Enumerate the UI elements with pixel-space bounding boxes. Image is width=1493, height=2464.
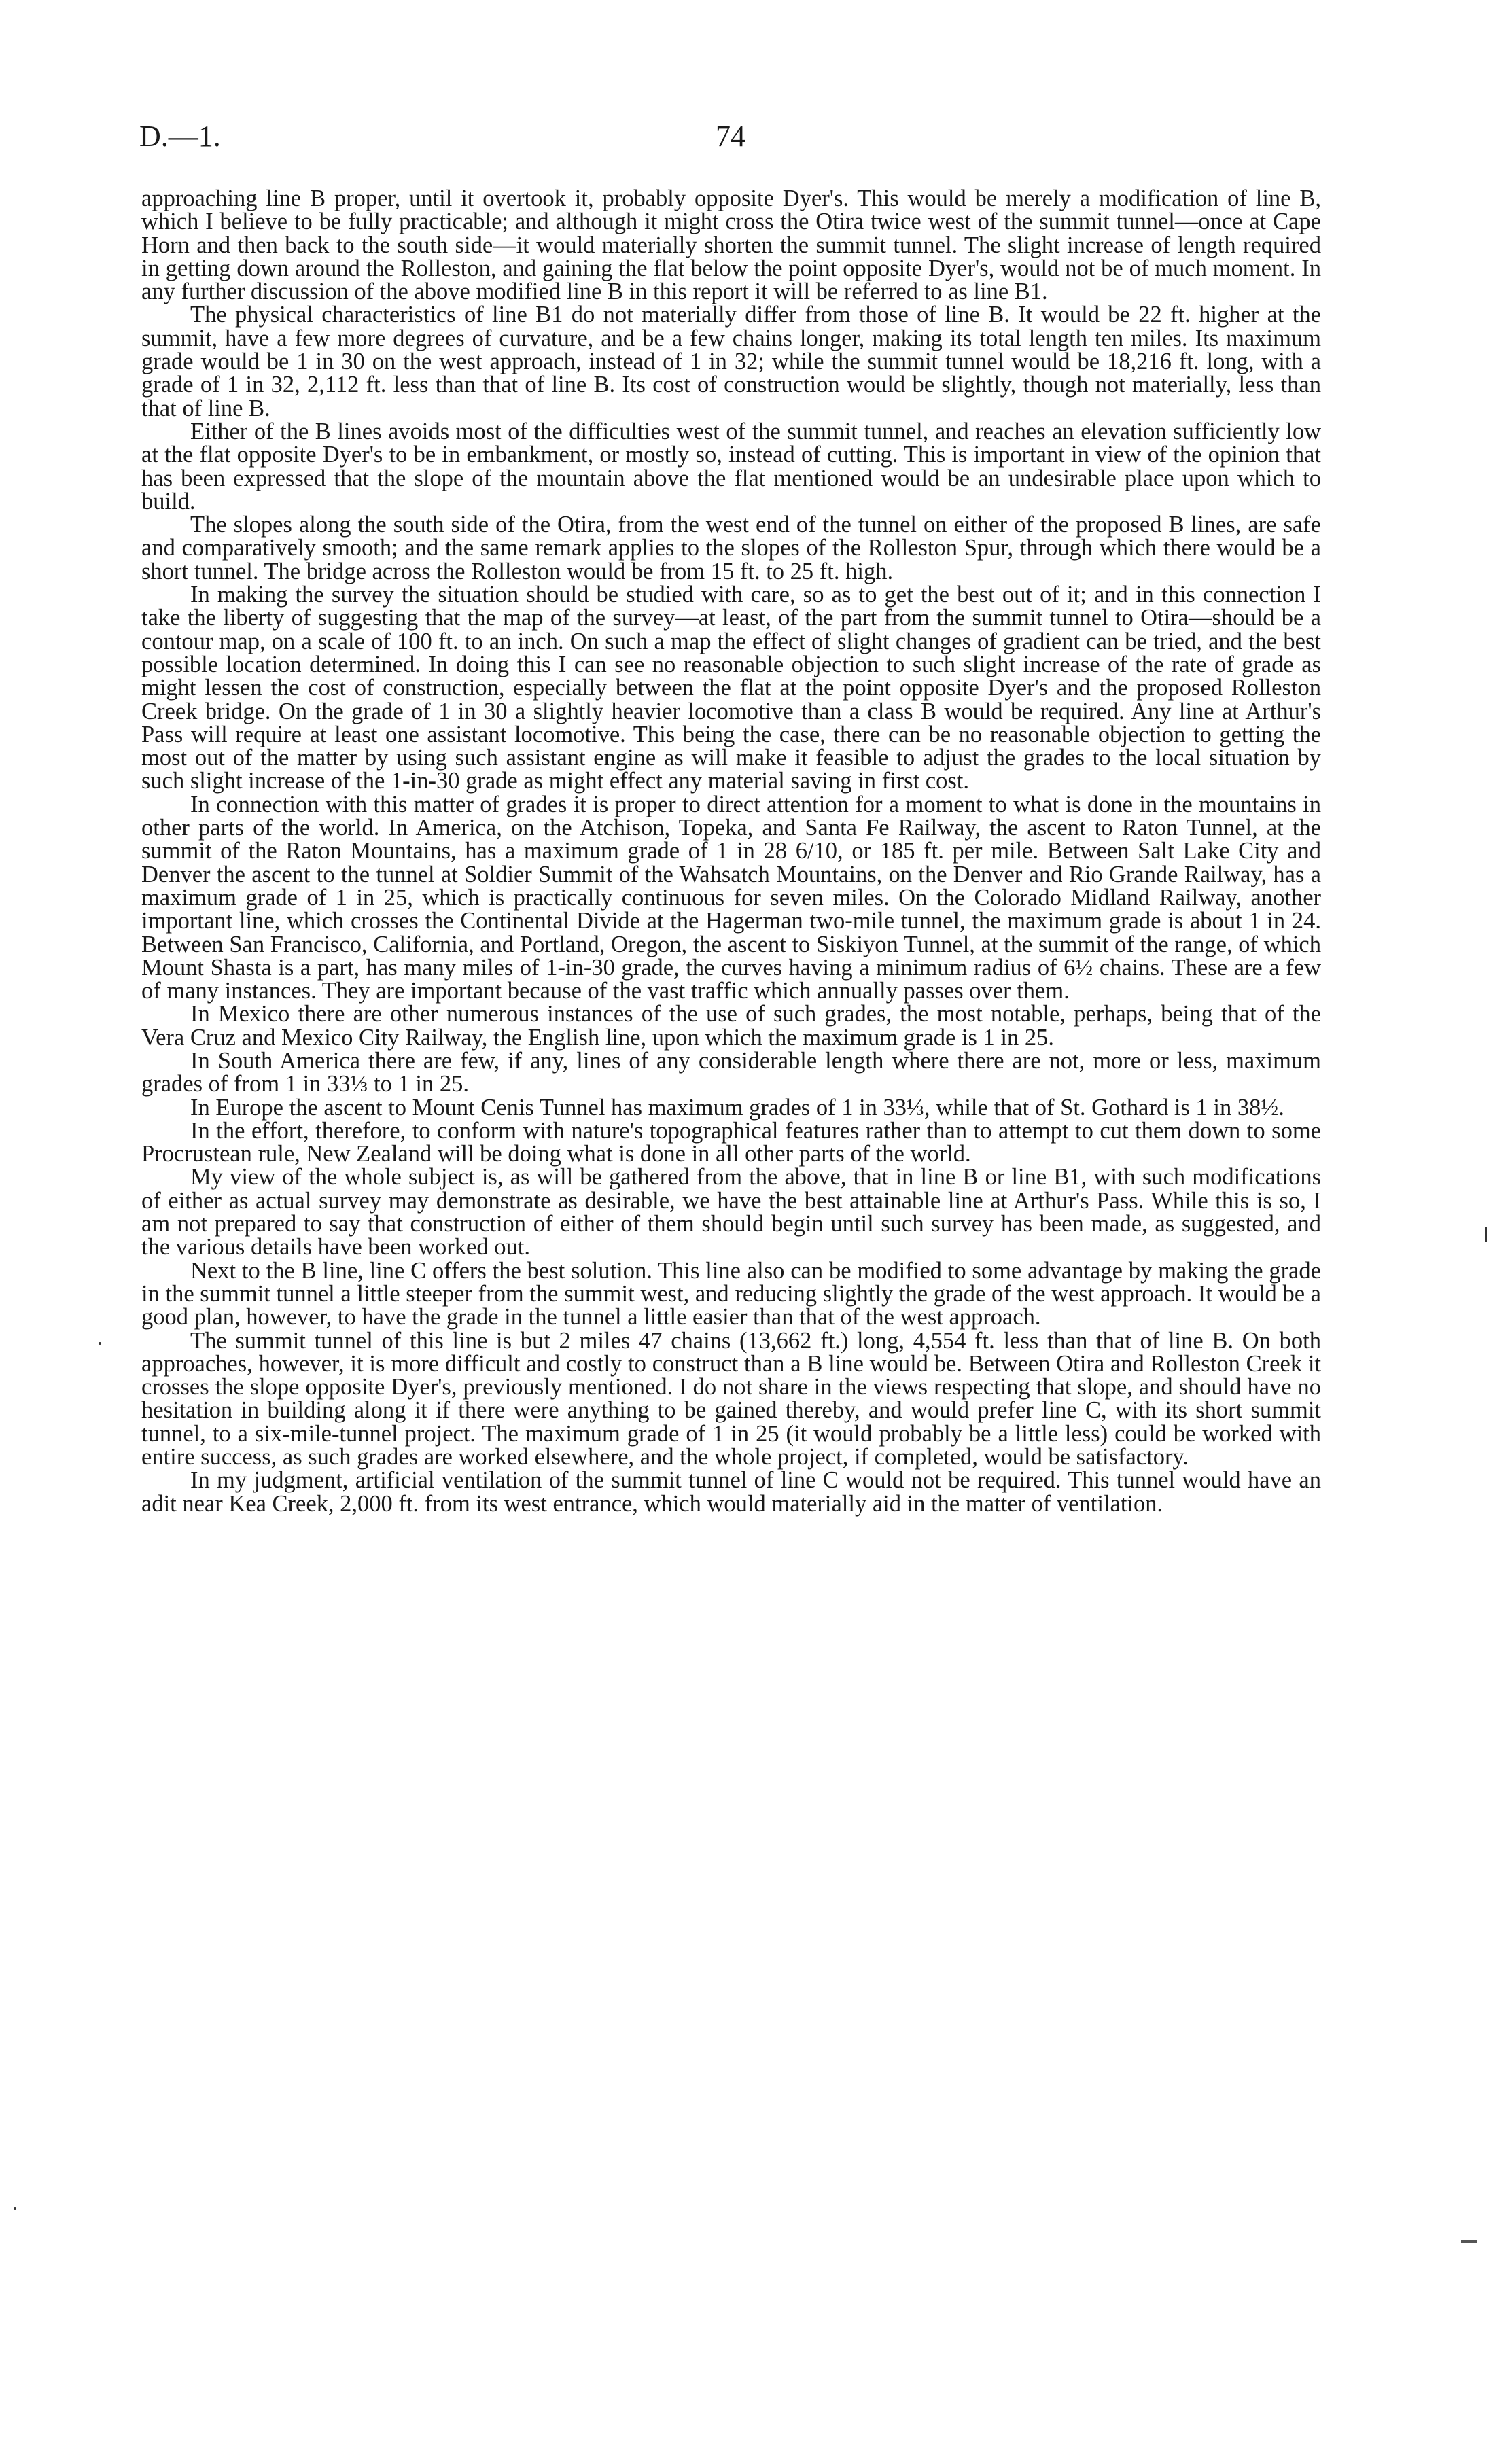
paragraph-3: Either of the B lines avoids most of the difficulties west of the summit tunnel, and reaches an elevation sufficiently low at the flat opposite Dyer's to be in embankment, or mostly so, instead of cutting. This is important in view of the opinion that has been expressed that the slope of the mountain above the flat mentioned would be an undesirable place upon which to build. — [141, 418, 1321, 514]
paragraph-14: In my judgment, artificial ventilation of the summit tunnel of line C would not be required. This tunnel would have an adit near Kea Creek, 2,000 ft. from its west entrance, which would materially aid in the matter of ventilation. — [141, 1467, 1321, 1517]
margin-speck-right-lower — [1461, 2240, 1477, 2243]
paragraph-5: In making the survey the situation should be studied with care, so as to get the best out of it; and in this connection I take the liberty of suggesting that the map of the survey—at least, of the part from the summit tunnel to Otira—should be a contour map, on a scale of 100 ft. to an inch. On such a map the effect of slight changes of gradient can be tried, and the best possible location determined. In doing this I can see no reasonable objection to such slight increase of the rate of grade as might lessen the cost of construction, especially between the flat at the point opposite Dyer's and the proposed Rolleston Creek bridge. On the grade of 1 in 30 a slightly heavier locomotive than a class B would be required. Any line at Arthur's Pass will require at least one assistant locomotive. This being the case, there can be no reasonable objection to getting the most out of the matter by using such assistant engine as will make it feasible to adjust the grades to the local situation by such slight increase of the 1-in-30 grade as might effect any material saving in first cost. — [141, 582, 1321, 794]
margin-speck-right — [1485, 1227, 1487, 1242]
paragraph-7: In Mexico there are other numerous instances of the use of such grades, the most notable, perhaps, being that of the Vera Cruz and Mexico City Railway, the English line, upon which the maximum grade is 1 in 25. — [141, 1001, 1321, 1051]
paragraph-8: In South America there are few, if any, lines of any considerable length where there are not, more or less, maximum grades of from 1 in 33⅓ to 1 in 25. — [141, 1047, 1321, 1097]
paragraph-13: The summit tunnel of this line is but 2 miles 47 chains (13,662 ft.) long, 4,554 ft. less than that of line B. On both approaches, however, it is more difficult and costly to construct than a B line would be. Between Otira and Rolleston Creek it crosses the slope opposite Dyer's, previously mentioned. I do not share in the views respecting that slope, and should have no hesitation in building along it if there were anything to be gained thereby, and would prefer line C, with its short summit tunnel, to a six-mile-tunnel project. The maximum grade of 1 in 25 (it would probably be a little less) could be worked with entire success, as such grades are worked elsewhere, and the whole project, if completed, would be satisfactory. — [141, 1327, 1321, 1471]
paragraph-9: In Europe the ascent to Mount Cenis Tunnel has maximum grades of 1 in 33⅓, while that of St. Gothard is 1 in 38½. — [190, 1094, 1284, 1121]
paragraph-6: In connection with this matter of grades it is proper to direct attention for a moment to what is done in the mountains in other parts of the world. In America, on the Atchison, Topeka, and Santa Fe Railway, the ascent to Raton Tunnel, at the summit of the Raton Mountains, has a maximum grade of 1 in 28 6/10, or 185 ft. per mile. Between Salt Lake City and Denver the ascent to the tunnel at Soldier Summit of the Wahsatch Mountains, on the Denver and Rio Grande Railway, has a maximum grade of 1 in 25, which is practically continuous for seven miles. On the Colorado Midland Railway, another important line, which crosses the Continental Divide at the Hagerman two-mile tunnel, the maximum grade is about 1 in 24. Between San Francisco, California, and Portland, Oregon, the ascent to Siskiyon Tunnel, at the summit of the range, of which Mount Shasta is a part, has many miles of 1-in-30 grade, the curves having a minimum radius of 6½ chains. These are a few of many instances. They are important because of the vast traffic which annually passes over them. — [141, 791, 1321, 1004]
paragraph-4: The slopes along the south side of the Otira, from the west end of the tunnel on either of the proposed B lines, are safe and comparatively smooth; and the same remark applies to the slopes of the Rolleston Spur, through which there would be a short tunnel. The bridge across the Rolleston would be from 15 ft. to 25 ft. high. — [141, 512, 1321, 584]
paragraph-12: Next to the B line, line C offers the best solution. This line also can be modified to some advantage by making the grade in the summit tunnel a little steeper from the summit west, and reducing slightly the grade of the west approach. It would be a good plan, however, to have the grade in the tunnel a little easier than that of the west approach. — [141, 1257, 1321, 1331]
page-number: 74 — [716, 120, 745, 153]
paragraph-2: The physical characteristics of line B1 do not materially differ from those of line B. It would be 22 ft. higher at the summit, have a few more degrees of curvature, and be a few chains longer, making its total length ten miles. Its maximum grade would be 1 in 30 on the west approach, instead of 1 in 32; while the summit tunnel would be 18,216 ft. long, with a grade of 1 in 32, 2,112 ft. less than that of line B. Its cost of construction would be slightly, though not materially, less than that of line B. — [141, 302, 1321, 421]
page-header — [139, 119, 1363, 166]
paragraph-1: approaching line B proper, until it overtook it, probably opposite Dyer's. This would be merely a modification of line B, which I believe to be fully practicable; and although it might cross the Otira twice west of the summit tunnel—once at Cape Horn and then back to the south side—it would materially shorten the summit tunnel. The slight increase of length required in getting down around the Rolleston, and gaining the flat below the point opposite Dyer's, would not be of much moment. In any further discussion of the above modified line B in this report it will be referred to as line B1. — [141, 186, 1321, 305]
paragraph-10: In the effort, therefore, to conform with nature's topographical features rather than to attempt to cut them down to some Procrustean rule, New Zealand will be doing what is done in all other parts of the world. — [141, 1117, 1321, 1167]
paragraph-11: My view of the whole subject is, as will be gathered from the above, that in line B or line B1, with such modifications of either as actual survey may demonstrate as desirable, we have the best attainable line at Arthur's Pass. While this is so, I am not prepared to say that construction of either of them should begin until such survey has been made, as suggested, and the various details have been worked out. — [141, 1164, 1321, 1261]
margin-speck-left — [99, 1342, 101, 1345]
report-body — [141, 187, 1321, 1515]
document-reference: D.—1. — [139, 120, 221, 153]
margin-speck-left-lower — [14, 2207, 16, 2210]
